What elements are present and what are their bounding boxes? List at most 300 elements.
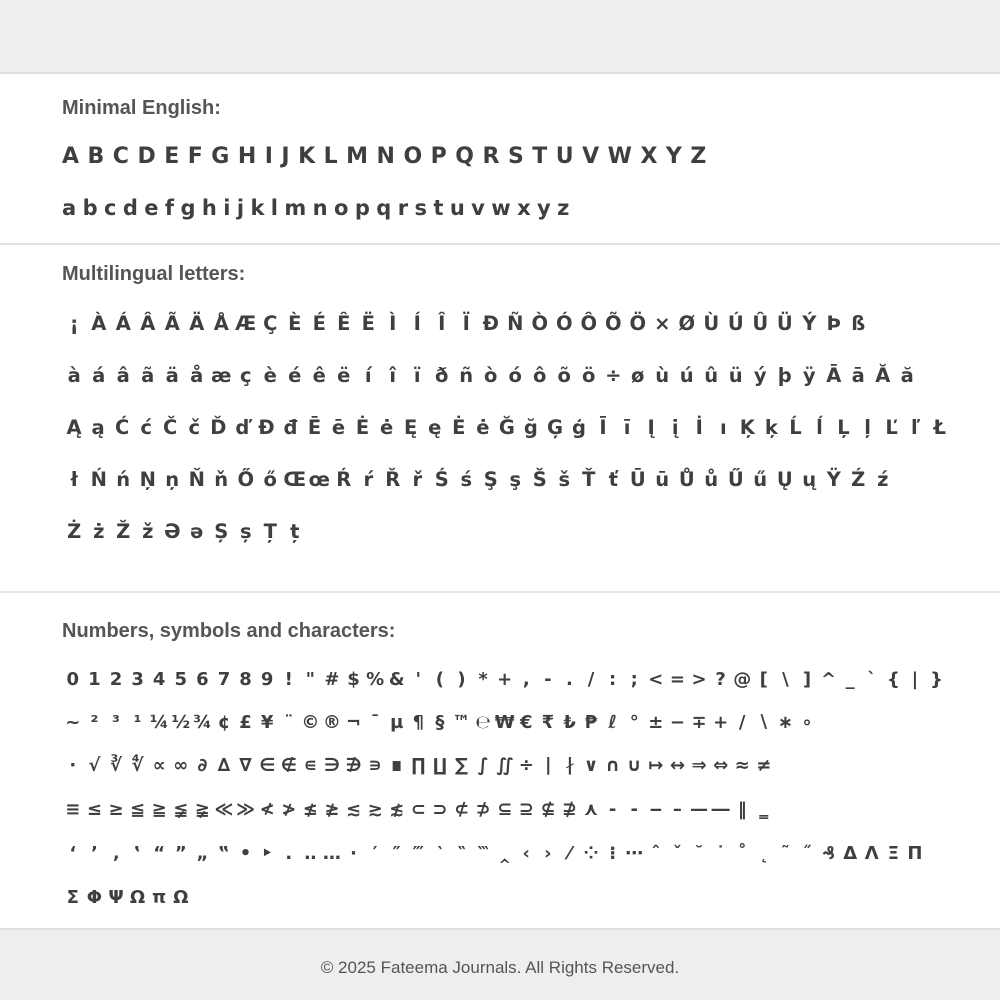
glyph: ç bbox=[239, 363, 252, 387]
glyph: & bbox=[388, 668, 405, 690]
glyph: √ bbox=[88, 754, 101, 776]
glyph: ⊄ bbox=[453, 798, 470, 820]
glyph: ≮ bbox=[259, 798, 275, 820]
glyph: È bbox=[288, 311, 302, 335]
glyph: ĺ bbox=[816, 415, 823, 439]
glyph: ¾ bbox=[193, 711, 212, 733]
glyph: õ bbox=[557, 363, 571, 387]
glyph: Ń bbox=[90, 467, 107, 491]
glyph: ∘ bbox=[801, 711, 813, 733]
glyph: — bbox=[690, 798, 709, 820]
glyph: ∆ bbox=[217, 754, 231, 776]
glyph: ľ bbox=[910, 415, 921, 439]
glyph: Ë bbox=[361, 311, 375, 335]
glyph: 8 bbox=[239, 668, 252, 690]
glyph: Ė bbox=[452, 415, 466, 439]
glyph: ū bbox=[655, 467, 670, 491]
glyph: Ç bbox=[263, 311, 278, 335]
glyph: Ô bbox=[580, 311, 598, 335]
glyph: Ú bbox=[727, 311, 744, 335]
glyph: ³ bbox=[112, 711, 120, 733]
glyph: ¶ bbox=[412, 711, 425, 733]
glyph: © bbox=[301, 711, 320, 733]
glyph: ≧ bbox=[151, 798, 167, 820]
glyph: Å bbox=[213, 311, 229, 335]
glyph: ‹ bbox=[522, 842, 530, 864]
glyph: ∩ bbox=[605, 754, 620, 776]
glyph: ≪ bbox=[214, 798, 234, 820]
glyph: + bbox=[497, 668, 513, 690]
glyph: Ã bbox=[164, 311, 180, 335]
glyph: µ bbox=[390, 711, 404, 733]
glyph: Ğ bbox=[498, 415, 515, 439]
glyph: Ł bbox=[933, 415, 946, 439]
glyph: ň bbox=[214, 467, 229, 491]
glyph: ī bbox=[623, 415, 631, 439]
glyph: ‚ bbox=[112, 842, 120, 864]
glyph: å bbox=[190, 363, 204, 387]
glyph: ; bbox=[630, 668, 638, 690]
glyph: ¼ bbox=[149, 711, 169, 733]
glyph: ∂ bbox=[197, 754, 208, 776]
glyph: “ bbox=[153, 842, 166, 864]
glyph: ė bbox=[476, 415, 490, 439]
glyph: „ bbox=[196, 842, 209, 864]
glyph: ý bbox=[753, 363, 767, 387]
glyph: ó bbox=[508, 363, 522, 387]
glyph: ‑ bbox=[630, 798, 638, 820]
glyph: ÷ bbox=[605, 363, 622, 387]
glyph: Ű bbox=[727, 467, 744, 491]
glyph: Ş bbox=[483, 467, 498, 491]
glyph: đ bbox=[283, 415, 298, 439]
glyph: ‗ bbox=[759, 798, 769, 820]
section-divider bbox=[0, 243, 1000, 245]
glyph: ∖ bbox=[757, 711, 771, 733]
glyph: é bbox=[288, 363, 302, 387]
glyph: ‧ bbox=[350, 842, 357, 864]
glyph: Ö bbox=[629, 311, 647, 335]
glyph: Ÿ bbox=[826, 467, 841, 491]
glyph: + bbox=[713, 711, 729, 733]
glyph: / bbox=[738, 711, 746, 733]
glyph: ° bbox=[629, 711, 639, 733]
glyph: í bbox=[364, 363, 372, 387]
glyph: ∙ bbox=[69, 754, 77, 776]
glyph: ‒ bbox=[649, 798, 663, 820]
glyph: € bbox=[520, 711, 533, 733]
glyph: ⊆ bbox=[497, 798, 513, 820]
glyph: ∫ bbox=[477, 754, 489, 776]
glyph: 2 bbox=[109, 668, 123, 690]
glyph: á bbox=[92, 363, 106, 387]
glyph: Ź bbox=[851, 467, 866, 491]
multilingual-row bbox=[62, 462, 952, 496]
glyph: ® bbox=[322, 711, 341, 733]
glyph: ∏ bbox=[411, 754, 426, 776]
multilingual-row bbox=[62, 514, 952, 548]
glyph: Ț bbox=[263, 519, 277, 543]
glyph: ≯ bbox=[281, 798, 297, 820]
glyph: Ĺ bbox=[789, 415, 802, 439]
glyph: ⋏ bbox=[583, 798, 599, 820]
glyph: @ bbox=[733, 668, 752, 690]
glyph: % bbox=[366, 668, 385, 690]
glyph: Ē bbox=[307, 415, 322, 439]
glyph: Ê bbox=[337, 311, 351, 335]
glyph: _ bbox=[845, 668, 855, 690]
glyph: Ż bbox=[67, 519, 82, 543]
glyph: 1 bbox=[88, 668, 101, 690]
glyph: ž bbox=[142, 519, 154, 543]
glyph: ę bbox=[428, 415, 442, 439]
glyph: ď bbox=[235, 415, 250, 439]
glyph: ? bbox=[715, 668, 726, 690]
glyph: ¬ bbox=[345, 711, 362, 733]
glyph: Ș bbox=[214, 519, 229, 543]
glyph: } bbox=[930, 668, 943, 690]
glyph: ∓ bbox=[691, 711, 707, 733]
glyph: ⊇ bbox=[518, 798, 534, 820]
glyph: Ų bbox=[776, 467, 793, 491]
glyph: Á bbox=[115, 311, 131, 335]
glyph: ∇ bbox=[239, 754, 252, 776]
glyph: Â bbox=[140, 311, 156, 335]
glyph: Đ bbox=[258, 415, 275, 439]
glyph: Ķ bbox=[739, 415, 755, 439]
glyph: ∨ bbox=[583, 754, 599, 776]
glyph: ï bbox=[413, 363, 421, 387]
glyph: ć bbox=[140, 415, 152, 439]
glyph: \ bbox=[782, 668, 789, 690]
glyph: û bbox=[704, 363, 719, 387]
glyph: ` bbox=[867, 668, 877, 690]
glyph: ' bbox=[415, 668, 422, 690]
glyph: š bbox=[558, 467, 571, 491]
symbols-row bbox=[62, 664, 952, 694]
glyph: č bbox=[188, 415, 201, 439]
glyph: ¡ bbox=[69, 311, 79, 335]
glyph: ż bbox=[93, 519, 105, 543]
glyph: ă bbox=[900, 363, 914, 387]
glyph: ‖ bbox=[737, 798, 747, 820]
glyph: ÿ bbox=[802, 363, 816, 387]
glyph: ø bbox=[631, 363, 645, 387]
glyph: ’ bbox=[90, 842, 98, 864]
glyph: ˇ bbox=[672, 842, 682, 864]
glyph: Ģ bbox=[546, 415, 563, 439]
glyph: ä bbox=[165, 363, 179, 387]
header-band bbox=[0, 0, 1000, 74]
glyph: ₹ bbox=[541, 711, 555, 733]
glyph: ť bbox=[608, 467, 618, 491]
glyph: Ľ bbox=[885, 415, 898, 439]
glyph: ∝ bbox=[152, 754, 166, 776]
glyph: ń bbox=[116, 467, 131, 491]
glyph: ™ bbox=[452, 711, 471, 733]
glyph: ½ bbox=[171, 711, 191, 733]
glyph: − bbox=[669, 711, 685, 733]
glyph: à bbox=[67, 363, 81, 387]
glyph: ą bbox=[91, 415, 105, 439]
glyph: ë bbox=[337, 363, 351, 387]
glyph: þ bbox=[777, 363, 792, 387]
glyph: ¯ bbox=[370, 711, 380, 733]
glyph: Ļ bbox=[837, 415, 850, 439]
glyph: ] bbox=[802, 668, 812, 690]
glyph: ∐ bbox=[432, 754, 447, 776]
glyph: Ŕ bbox=[336, 467, 352, 491]
glyph: $ bbox=[347, 668, 360, 690]
symbols-row bbox=[62, 707, 952, 737]
glyph: Í bbox=[413, 311, 421, 335]
glyph: Ő bbox=[237, 467, 255, 491]
glyph: ˘ bbox=[694, 842, 704, 864]
glyph: ģ bbox=[572, 415, 586, 439]
glyph: ≩ bbox=[194, 798, 210, 820]
glyph: Î bbox=[438, 311, 446, 335]
glyph: ∋ bbox=[323, 754, 340, 776]
glyph: ˆ bbox=[651, 842, 661, 864]
glyph: ” bbox=[174, 842, 187, 864]
glyph: – bbox=[672, 798, 682, 820]
glyph: ≈ bbox=[734, 754, 750, 776]
multilingual-row bbox=[62, 410, 952, 444]
glyph: ˝ bbox=[802, 842, 812, 864]
symbols-row bbox=[62, 794, 952, 824]
glyph: " bbox=[305, 668, 316, 690]
glyph: ≦ bbox=[130, 798, 146, 820]
glyph: Đ bbox=[482, 311, 499, 335]
glyph: ŕ bbox=[363, 467, 374, 491]
glyph: Ù bbox=[703, 311, 720, 335]
glyph: Ω bbox=[173, 886, 189, 908]
glyph: Φ bbox=[86, 886, 103, 908]
glyph: ò bbox=[484, 363, 498, 387]
glyph: Ů bbox=[678, 467, 695, 491]
glyph: Ņ bbox=[139, 467, 156, 491]
glyph: İ bbox=[695, 415, 703, 439]
glyph: ∊ bbox=[303, 754, 318, 776]
glyph: Į bbox=[647, 415, 655, 439]
glyph: ∣ bbox=[543, 754, 553, 776]
glyph: ′ bbox=[372, 842, 378, 864]
glyph: Ä bbox=[189, 311, 205, 335]
glyph: π bbox=[152, 886, 167, 908]
symbols-row bbox=[62, 750, 952, 780]
glyph: î bbox=[389, 363, 397, 387]
glyph: Ī bbox=[599, 415, 607, 439]
glyph: ã bbox=[141, 363, 155, 387]
glyph: ê bbox=[312, 363, 326, 387]
glyph: ∗ bbox=[777, 711, 793, 733]
glyph: ¨ bbox=[284, 711, 294, 733]
glyph: ⊂ bbox=[410, 798, 426, 820]
glyph: > bbox=[691, 668, 707, 690]
glyph: ↔ bbox=[669, 754, 685, 776]
glyph: = bbox=[669, 668, 685, 690]
glyph: ⇒ bbox=[691, 754, 707, 776]
glyph: Ξ bbox=[887, 842, 900, 864]
glyph: ⊅ bbox=[475, 798, 491, 820]
glyph: Ψ bbox=[108, 886, 124, 908]
glyph: ‘ bbox=[69, 842, 77, 864]
glyph: ⊉ bbox=[561, 798, 577, 820]
glyph: É bbox=[312, 311, 326, 335]
glyph: ⁄ bbox=[567, 842, 571, 864]
glyph: ∞ bbox=[173, 754, 189, 776]
glyph: Ò bbox=[531, 311, 549, 335]
glyph: ˙ bbox=[716, 842, 726, 864]
glyph: ² bbox=[90, 711, 99, 733]
glyph: £ bbox=[239, 711, 252, 733]
glyph: ‐ bbox=[608, 798, 617, 820]
glyph: … bbox=[322, 842, 341, 864]
glyph: ¥ bbox=[260, 711, 274, 733]
glyph: ≫ bbox=[236, 798, 255, 820]
glyph: { bbox=[886, 668, 900, 690]
glyph: ⋯ bbox=[625, 842, 644, 864]
glyph: ñ bbox=[459, 363, 474, 387]
glyph: Ū bbox=[629, 467, 646, 491]
glyph: ⇔ bbox=[713, 754, 729, 776]
glyph: Ə bbox=[163, 519, 181, 543]
glyph: ş bbox=[509, 467, 522, 491]
glyph: Û bbox=[752, 311, 769, 335]
glyph: ņ bbox=[165, 467, 180, 491]
glyph: Þ bbox=[826, 311, 841, 335]
glyph: ⊈ bbox=[540, 798, 556, 820]
glyph: ≴ bbox=[389, 798, 405, 820]
glyph: œ bbox=[308, 467, 330, 491]
glyph: Ď bbox=[210, 415, 227, 439]
glyph: ⁝ bbox=[609, 842, 617, 864]
glyph: ! bbox=[284, 668, 293, 690]
glyph: ů bbox=[704, 467, 719, 491]
glyph: ∎ bbox=[390, 754, 403, 776]
glyph: Ň bbox=[188, 467, 205, 491]
glyph: / bbox=[587, 668, 595, 690]
glyph: 4 bbox=[152, 668, 166, 690]
glyph: ≤ bbox=[86, 798, 102, 820]
footer bbox=[0, 928, 1000, 1000]
glyph: Π bbox=[907, 842, 923, 864]
glyph: ↦ bbox=[648, 754, 664, 776]
glyph: ≰ bbox=[302, 798, 318, 820]
glyph: ≥ bbox=[108, 798, 124, 820]
glyph: Ā bbox=[826, 363, 842, 387]
glyph: ∪ bbox=[626, 754, 642, 776]
glyph: . bbox=[566, 668, 573, 690]
glyph: ∤ bbox=[564, 754, 574, 776]
glyph: ₱ bbox=[584, 711, 598, 733]
glyph: Œ bbox=[283, 467, 307, 491]
numbers-symbols-heading: Numbers, symbols and characters: bbox=[62, 620, 396, 642]
glyph: ₰ bbox=[822, 842, 835, 864]
glyph: ‟ bbox=[218, 842, 230, 864]
glyph: ~ bbox=[65, 711, 81, 733]
glyph: 3 bbox=[131, 668, 144, 690]
glyph: ) bbox=[457, 668, 466, 690]
glyph: 0 bbox=[66, 668, 80, 690]
symbols-row bbox=[62, 882, 952, 912]
multilingual-row bbox=[62, 358, 952, 392]
glyph: ℮ bbox=[475, 711, 491, 733]
glyph: ð bbox=[435, 363, 449, 387]
glyph: ‶ bbox=[457, 842, 466, 864]
glyph: ″ bbox=[392, 842, 401, 864]
glyph: ü bbox=[728, 363, 743, 387]
glyph: ķ bbox=[764, 415, 778, 439]
glyph: ≡ bbox=[65, 798, 81, 820]
glyph: ∍ bbox=[368, 754, 382, 776]
glyph: ― bbox=[711, 798, 730, 820]
glyph: * bbox=[478, 668, 488, 690]
glyph: ‣ bbox=[261, 842, 273, 864]
glyph: ℓ bbox=[608, 711, 617, 733]
glyph: ÷ bbox=[518, 754, 534, 776]
glyph: ¹ bbox=[133, 711, 142, 733]
uppercase-alphabet-row: ABCDEFGHIJKLMNOPQRSTUVWXYZ bbox=[62, 143, 715, 169]
glyph: ˛ bbox=[759, 842, 769, 864]
glyph: ≨ bbox=[173, 798, 189, 820]
glyph: ˚ bbox=[737, 842, 747, 864]
glyph: 5 bbox=[174, 668, 188, 690]
glyph: - bbox=[544, 668, 552, 690]
glyph: § bbox=[435, 711, 445, 733]
glyph: ‵ bbox=[437, 842, 443, 864]
glyph: ∜ bbox=[131, 754, 144, 776]
glyph: ļ bbox=[864, 415, 871, 439]
glyph: 9 bbox=[260, 668, 274, 690]
glyph: ± bbox=[648, 711, 664, 733]
glyph: ‛ bbox=[134, 842, 141, 864]
glyph: ô bbox=[533, 363, 547, 387]
glyph: ğ bbox=[523, 415, 538, 439]
glyph: ( bbox=[435, 668, 444, 690]
glyph: ₩ bbox=[494, 711, 515, 733]
glyph: Ă bbox=[875, 363, 891, 387]
glyph: ē bbox=[331, 415, 346, 439]
glyph: Ø bbox=[678, 311, 696, 335]
glyph: Δ bbox=[843, 842, 858, 864]
glyph: ∬ bbox=[496, 754, 514, 776]
glyph: ř bbox=[412, 467, 423, 491]
glyph: Æ bbox=[235, 311, 257, 335]
glyph: ź bbox=[877, 467, 889, 491]
multilingual-letters-heading: Multilingual letters: bbox=[62, 263, 246, 285]
glyph: ö bbox=[582, 363, 596, 387]
glyph: ț bbox=[290, 519, 300, 543]
glyph: ¢ bbox=[217, 711, 231, 733]
glyph: æ bbox=[211, 363, 232, 387]
glyph: ∈ bbox=[259, 754, 276, 776]
glyph: ‥ bbox=[304, 842, 317, 864]
glyph: 6 bbox=[196, 668, 209, 690]
glyph: Σ bbox=[66, 886, 79, 908]
glyph: | bbox=[911, 668, 919, 690]
glyph: Ω bbox=[129, 886, 146, 908]
glyph: į bbox=[671, 415, 679, 439]
lowercase-alphabet-row: abcdefghijklmnopqrstuvwxyz bbox=[62, 196, 576, 220]
section-divider bbox=[0, 591, 1000, 593]
glyph: ⁘ bbox=[583, 842, 599, 864]
glyph: 7 bbox=[217, 668, 231, 690]
glyph: < bbox=[648, 668, 664, 690]
glyph: â bbox=[116, 363, 130, 387]
glyph: ə bbox=[190, 519, 204, 543]
glyph: Ť bbox=[582, 467, 596, 491]
